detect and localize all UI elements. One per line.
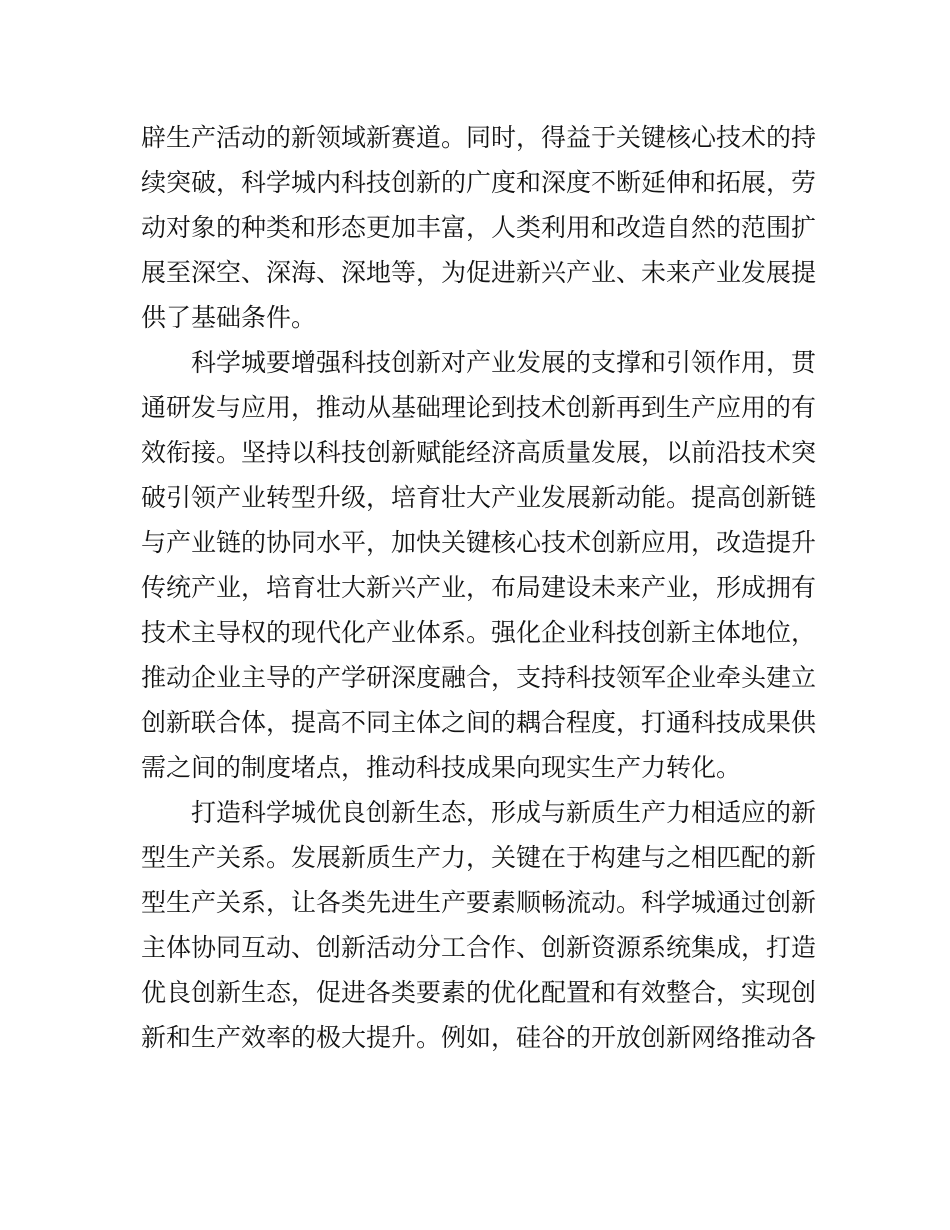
paragraph-3 (141, 790, 817, 1060)
paragraph-1 (141, 115, 817, 340)
paragraph-2 (141, 340, 817, 790)
text-line: 效衔接。坚持以科技创新赋能经济高质量发展，以前沿技术突 (141, 438, 817, 467)
text-line: 推动企业主导的产学研深度融合，支持科技领军企业牵头建立 (141, 663, 817, 692)
text-line: 新和生产效率的极大提升。例如，硅谷的开放创新网络推动各 (141, 1023, 817, 1052)
text-line: 供了基础条件。 (141, 303, 317, 332)
body-text (141, 115, 817, 1060)
text-line: 主体协同互动、创新活动分工合作、创新资源系统集成，打造 (141, 933, 817, 962)
text-line: 动对象的种类和形态更加丰富，人类利用和改造自然的范围扩 (141, 213, 817, 242)
text-line: 与产业链的协同水平，加快关键核心技术创新应用，改造提升 (141, 528, 817, 557)
text-line: 优良创新生态，促进各类要素的优化配置和有效整合，实现创 (141, 978, 817, 1007)
text-line: 续突破，科学城内科技创新的广度和深度不断延伸和拓展，劳 (141, 168, 817, 197)
text-line: 破引领产业转型升级，培育壮大产业发展新动能。提高创新链 (141, 483, 817, 512)
text-line: 技术主导权的现代化产业体系。强化企业科技创新主体地位， (141, 618, 817, 647)
text-line: 科学城要增强科技创新对产业发展的支撑和引领作用，贯 (191, 348, 817, 377)
text-line: 型生产关系，让各类先进生产要素顺畅流动。科学城通过创新 (141, 888, 817, 917)
text-line: 传统产业，培育壮大新兴产业，布局建设未来产业，形成拥有 (141, 573, 817, 602)
text-line: 展至深空、深海、深地等，为促进新兴产业、未来产业发展提 (141, 258, 817, 287)
text-line: 通研发与应用，推动从基础理论到技术创新再到生产应用的有 (141, 393, 817, 422)
text-line: 打造科学城优良创新生态，形成与新质生产力相适应的新 (191, 798, 817, 827)
text-line: 型生产关系。发展新质生产力，关键在于构建与之相匹配的新 (141, 843, 817, 872)
text-line: 创新联合体，提高不同主体之间的耦合程度，打通科技成果供 (141, 708, 817, 737)
text-line: 需之间的制度堵点，推动科技成果向现实生产力转化。 (141, 753, 742, 782)
text-line: 辟生产活动的新领域新赛道。同时，得益于关键核心技术的持 (141, 123, 817, 152)
